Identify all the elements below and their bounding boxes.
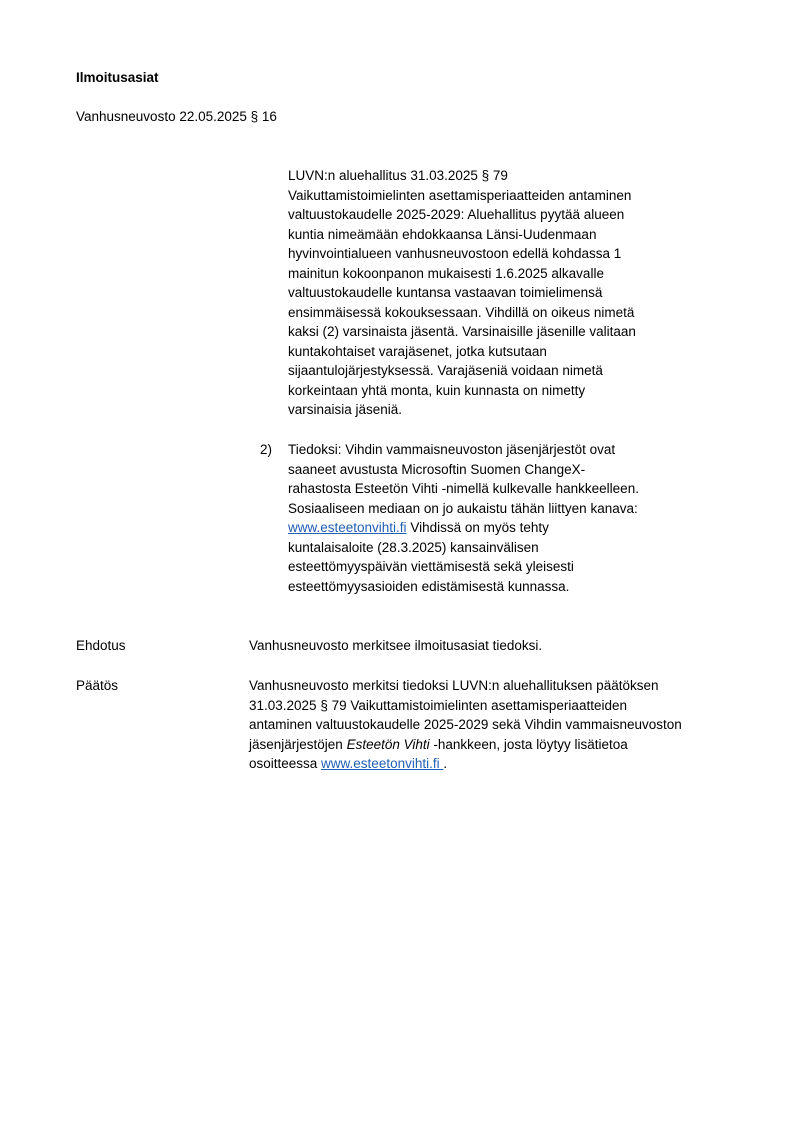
item-1-line: kuntia nimeämään ehdokkaansa Länsi-Uudenmaan bbox=[288, 226, 597, 242]
item-1-line: kuntakohtaiset varajäsenet, jotka kutsutaan bbox=[288, 343, 547, 359]
meeting-reference: Vanhusneuvosto 22.05.2025 § 16 bbox=[76, 109, 277, 124]
esteetonvihti-link-2[interactable]: www.esteetonvihti.fi bbox=[321, 756, 444, 771]
paatos-line4-pre: jäsenjärjestöjen bbox=[249, 736, 347, 752]
item-2-line: saaneet avustusta Microsoftin Suomen ChangeX- bbox=[288, 461, 586, 477]
ehdotus-label: Ehdotus bbox=[76, 638, 126, 653]
paatos-line bbox=[249, 754, 729, 774]
item-2-link-line bbox=[288, 518, 688, 538]
item-1-text bbox=[288, 166, 688, 420]
item-2-line: rahastosta Esteetön Vihti -nimellä kulkevalle hankkeelleen. bbox=[288, 481, 639, 496]
paatos-line4-post: -hankkeen, josta löytyy lisätietoa bbox=[429, 736, 628, 752]
item-1-line: LUVN:n aluehallitus 31.03.2025 § 79 bbox=[288, 168, 508, 183]
item-1-line: hyvinvointialueen vanhusneuvostoon edellä kohdassa 1 bbox=[288, 246, 622, 261]
item-1-line: varsinaisia jäseniä. bbox=[288, 402, 403, 417]
item-1-line: korkeintaan yhtä monta, kuin kunnasta on nimetty bbox=[288, 382, 586, 398]
paatos-line: Vanhusneuvosto merkitsi tiedoksi LUVN:n aluehallituksen päätöksen bbox=[249, 678, 659, 693]
section-heading: Ilmoitusasiat bbox=[76, 70, 159, 85]
item-1-line: valtuustokaudelle kuntansa vastaavan toimielimensä bbox=[288, 285, 603, 300]
esteetonvihti-link[interactable]: www.esteetonvihti.fi bbox=[288, 520, 407, 535]
link-suffix-text: Vihdissä on myös tehty bbox=[406, 520, 549, 535]
item-2-line: Tiedoksi: Vihdin vammaisneuvoston jäsenjärjestöt ovat bbox=[288, 442, 616, 457]
ehdotus-text: Vanhusneuvosto merkitsee ilmoitusasiat tiedoksi. bbox=[249, 638, 543, 653]
paatos-label: Päätös bbox=[76, 678, 119, 693]
paatos-text bbox=[249, 676, 729, 774]
item-2-line: kuntalaisaloite (28.3.2025) kansainvälisen bbox=[288, 539, 539, 555]
paatos-line: 31.03.2025 § 79 Vaikuttamistoimielinten asettamisperiaatteiden bbox=[249, 697, 627, 713]
item-2-line: esteettömyysasioiden edistämisestä kunnassa. bbox=[288, 578, 570, 594]
paatos-line5-post: . bbox=[443, 756, 448, 771]
item-1-line: kaksi (2) varsinaista jäsentä. Varsinaisille jäsenille valitaan bbox=[288, 324, 636, 339]
item-1-line: ensimmäisessä kokouksessaan. Vihdillä on oikeus nimetä bbox=[288, 304, 635, 320]
paatos-line5-pre: osoitteessa bbox=[249, 756, 322, 771]
item-2-number: 2) bbox=[260, 442, 273, 457]
paatos-line: antaminen valtuustokaudelle 2025-2029 sekä Vihdin vammaisneuvoston bbox=[249, 717, 682, 732]
item-2-line: esteettömyyspäivän viettämisestä sekä yleisesti bbox=[288, 559, 574, 574]
item-1-line: Vaikuttamistoimielinten asettamisperiaatteiden antaminen bbox=[288, 187, 632, 203]
project-name: Esteetön Vihti bbox=[346, 736, 430, 752]
item-2-text bbox=[288, 440, 688, 596]
paatos-line bbox=[249, 735, 729, 755]
item-1-line: mainitun kokoonpanon mukaisesti 1.6.2025 alkavalle bbox=[288, 265, 604, 281]
item-2-line: Sosiaaliseen mediaan on jo aukaistu tähän liittyen kanava: bbox=[288, 500, 638, 516]
item-1-line: sijaantulojärjestyksessä. Varajäseniä voidaan nimetä bbox=[288, 363, 603, 378]
item-1-line: valtuustokaudelle 2025-2029: Aluehallitus pyytää alueen bbox=[288, 207, 625, 222]
